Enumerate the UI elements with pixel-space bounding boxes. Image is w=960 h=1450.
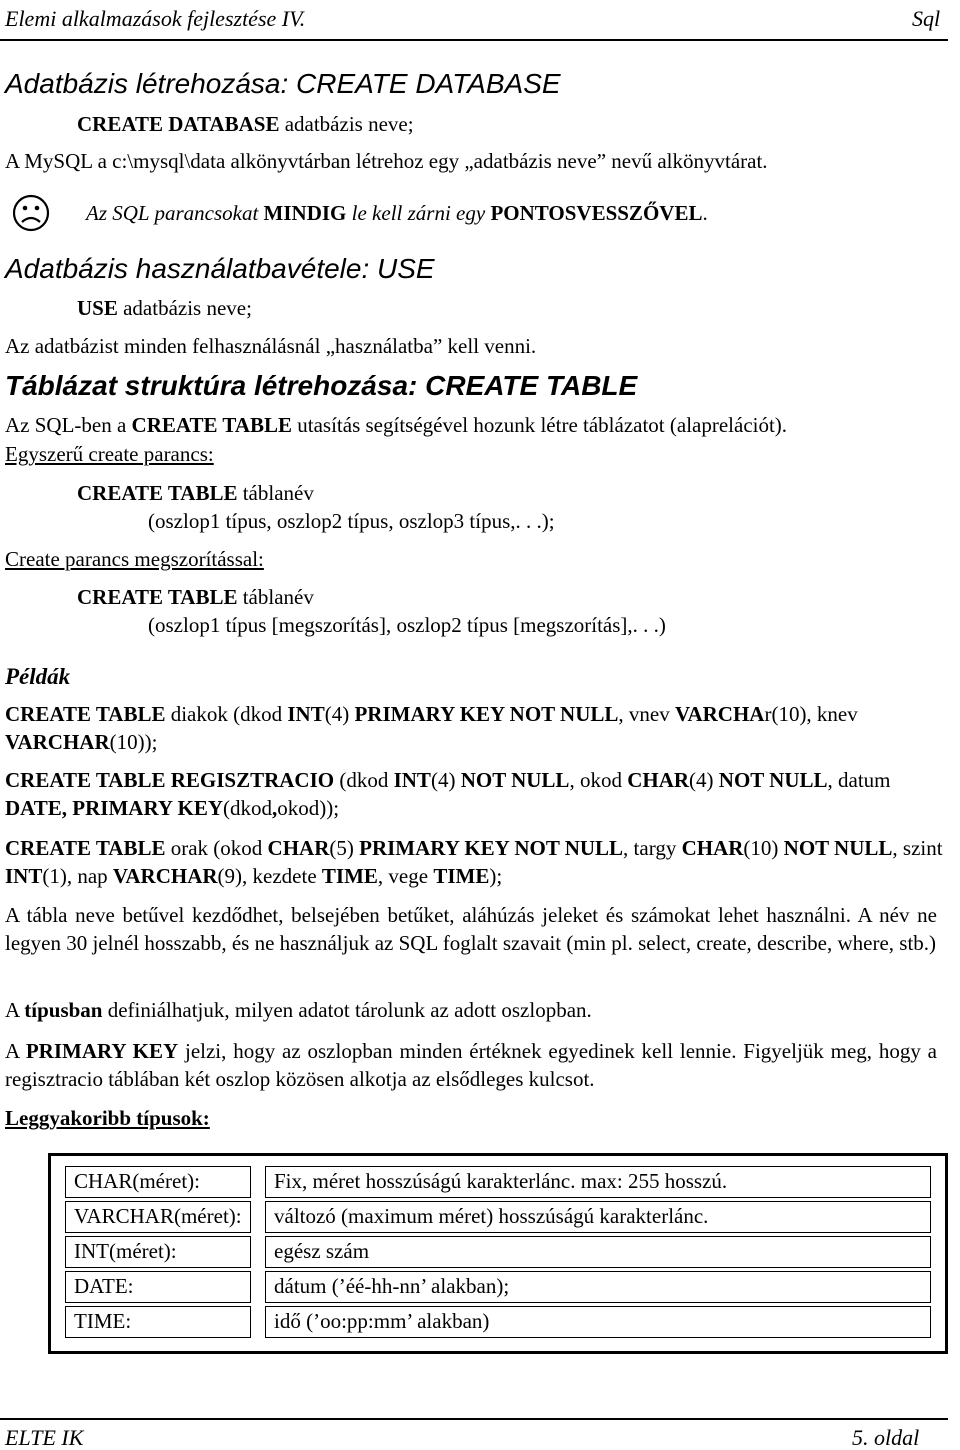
naming-rules-paragraph: A tábla neve betűvel kezdődhet, belsejében betűket, aláhúzás jeleket és számokat lehet használni. A név ne legyen 30 jelnél hosszabb, és ne használjuk az SQL foglalt szavait (min pl. select, create, describe, where, stb.) <box>5 903 937 955</box>
keyword: USE <box>77 296 118 320</box>
keyword: INT <box>287 702 325 726</box>
code-text: (10) <box>743 836 784 860</box>
keyword: VARCHA <box>674 702 765 726</box>
type-suffix: (méret): <box>173 1204 242 1228</box>
constrained-create-line2: (oszlop1 típus [megszorítás], oszlop2 típus [megszorítás],. . .) <box>148 613 666 637</box>
header-left: Elemi alkalmazások fejlesztése IV. <box>5 6 306 31</box>
type-keyword: CHAR <box>74 1169 133 1193</box>
example-3-line1 <box>5 836 943 860</box>
code-text: okod)); <box>277 796 340 820</box>
keyword: CHAR <box>627 768 690 792</box>
keyword: CREATE DATABASE <box>77 112 280 136</box>
table-row <box>65 1166 931 1198</box>
code-text: r(10), knev <box>764 702 858 726</box>
type-description-cell: idő (’oo:pp:mm’ alakban) <box>265 1306 931 1338</box>
header-rule <box>0 39 948 41</box>
syntax-text: táblanév <box>237 585 314 609</box>
desc-text: Az SQL-ben a <box>5 413 132 437</box>
simple-create-line2: (oszlop1 típus, oszlop2 típus, oszlop3 típus,. . .); <box>148 509 555 533</box>
para-text: A <box>5 998 25 1022</box>
type-suffix: (méret): <box>109 1239 177 1263</box>
para-text: A <box>5 1039 26 1063</box>
syntax-text: táblanév <box>237 481 314 505</box>
code-text: , vege <box>377 864 434 888</box>
para-text: jelzi, hogy az oszlopban minden értéknek egyedinek kell lennie. Figyeljük meg, hogy a regisztracio táblában két oszlop közösen alkotja az elsődleges kulcsot. <box>5 1039 937 1091</box>
type-description-cell: változó (maximum méret) hosszúságú karakterlánc. <box>265 1201 931 1233</box>
keyword: CREATE TABLE <box>77 585 238 609</box>
semicolon-note <box>86 201 708 225</box>
type-keyword: TIME <box>74 1309 126 1333</box>
code-text: , datum <box>827 768 891 792</box>
code-text: orak (okod <box>165 836 268 860</box>
desc-text: utasítás segítségével hozunk létre táblázatot (alaprelációt). <box>292 413 788 437</box>
code-text: (4) <box>430 768 461 792</box>
section-use-title: Adatbázis használatbavétele: USE <box>5 253 435 284</box>
keyword: NOT NULL <box>718 768 828 792</box>
type-keyword: VARCHAR <box>74 1204 174 1228</box>
keyword: NOT NULL <box>783 836 893 860</box>
keyword: VARCHAR <box>112 864 218 888</box>
keyword: CHAR <box>681 836 744 860</box>
syntax-text: adatbázis neve; <box>279 112 414 136</box>
simple-create-line1 <box>77 481 314 505</box>
type-description-cell: Fix, méret hosszúságú karakterlánc. max: 255 hosszú. <box>265 1166 931 1198</box>
constrained-create-label: Create parancs megszorítással: <box>5 547 264 571</box>
create-database-description: A MySQL a c:\mysql\data alkönyvtárban létrehoz egy „adatbázis neve” nevű alkönyvtárat. <box>5 149 768 173</box>
type-paragraph <box>5 998 592 1022</box>
constrained-create-line1 <box>77 585 314 609</box>
code-text: (1), nap <box>42 864 113 888</box>
sad-face-icon <box>11 193 51 233</box>
keyword: TIME <box>321 864 378 888</box>
keyword: INT <box>393 768 431 792</box>
keyword: CHAR <box>267 836 330 860</box>
code-text: (4) <box>324 702 355 726</box>
code-text: (dkod <box>334 768 394 792</box>
example-1-line1 <box>5 702 858 726</box>
keyword: CREATE TABLE REGISZTRACIO <box>5 768 335 792</box>
example-2-line1 <box>5 768 891 792</box>
example-2-line2 <box>5 796 339 820</box>
examples-label: Példák <box>5 664 71 689</box>
code-text: (10)); <box>109 730 158 754</box>
use-description: Az adatbázist minden felhasználásnál „használatba” kell venni. <box>5 334 537 358</box>
code-text: (5) <box>329 836 360 860</box>
keyword: CREATE TABLE <box>77 481 238 505</box>
footer-left: ELTE IK <box>5 1425 84 1450</box>
code-text: , okod <box>569 768 628 792</box>
footer-rule <box>0 1418 948 1420</box>
types-table <box>48 1153 948 1354</box>
type-keyword: INT <box>74 1239 109 1263</box>
note-text: le kell zárni egy <box>346 201 491 225</box>
code-text: ); <box>489 864 503 888</box>
code-text: (9), kezdete <box>217 864 322 888</box>
type-name-cell <box>65 1166 251 1198</box>
code-text: (4) <box>689 768 719 792</box>
type-suffix: (méret): <box>132 1169 200 1193</box>
create-database-syntax <box>77 112 414 136</box>
para-text: definiálhatjuk, milyen adatot tárolunk az adott oszlopban. <box>102 998 592 1022</box>
simple-create-label: Egyszerű create parancs: <box>5 442 214 466</box>
type-description-cell: dátum (’éé-hh-nn’ alakban); <box>265 1271 931 1303</box>
keyword: NOT NULL <box>460 768 570 792</box>
type-suffix: : <box>125 1309 132 1333</box>
footer-right: 5. oldal <box>852 1425 920 1450</box>
section-create-database-title: Adatbázis létrehozása: CREATE DATABASE <box>5 68 561 99</box>
keyword: CREATE TABLE <box>5 702 166 726</box>
example-3-line2 <box>5 864 502 888</box>
note-keyword: PONTOSVESSZŐVEL <box>490 201 703 225</box>
primary-key-paragraph <box>5 1037 937 1093</box>
code-text: , vnev <box>618 702 675 726</box>
code-text: diakok (dkod <box>165 702 288 726</box>
common-types-label: Leggyakoribb típusok: <box>5 1106 210 1130</box>
keyword: PRIMARY KEY <box>25 1039 179 1063</box>
type-description-cell: egész szám <box>265 1236 931 1268</box>
type-name-cell <box>65 1271 251 1303</box>
keyword: PRIMARY KEY NOT NULL <box>354 702 619 726</box>
note-keyword: MINDIG <box>263 201 347 225</box>
section-create-table-title: Táblázat struktúra létrehozása: CREATE TABLE <box>5 370 638 401</box>
keyword: INT <box>5 864 43 888</box>
keyword: PRIMARY KEY NOT NULL <box>359 836 624 860</box>
code-text: , <box>272 796 278 820</box>
use-syntax <box>77 296 252 320</box>
note-text: . <box>702 201 708 225</box>
type-name-cell <box>65 1201 251 1233</box>
table-row <box>65 1236 931 1268</box>
example-1-line2 <box>5 730 157 754</box>
code-text: (dkod <box>223 796 273 820</box>
keyword: VARCHAR <box>5 730 110 754</box>
note-text: Az SQL parancsokat <box>86 201 264 225</box>
type-suffix: : <box>127 1274 134 1298</box>
header-right: Sql <box>912 6 941 31</box>
table-row <box>65 1306 931 1338</box>
type-keyword: DATE <box>74 1274 128 1298</box>
code-text: , szint <box>892 836 943 860</box>
type-name-cell <box>65 1306 251 1338</box>
keyword: CREATE TABLE <box>131 413 293 437</box>
keyword: CREATE TABLE <box>5 836 166 860</box>
keyword: DATE, PRIMARY KEY <box>5 796 224 820</box>
para-emphasis: típusban <box>24 998 103 1022</box>
code-text: , targy <box>623 836 682 860</box>
type-name-cell <box>65 1236 251 1268</box>
create-table-description <box>5 413 787 437</box>
table-row <box>65 1201 931 1233</box>
keyword: TIME <box>433 864 490 888</box>
table-row <box>65 1271 931 1303</box>
syntax-text: adatbázis neve; <box>117 296 252 320</box>
